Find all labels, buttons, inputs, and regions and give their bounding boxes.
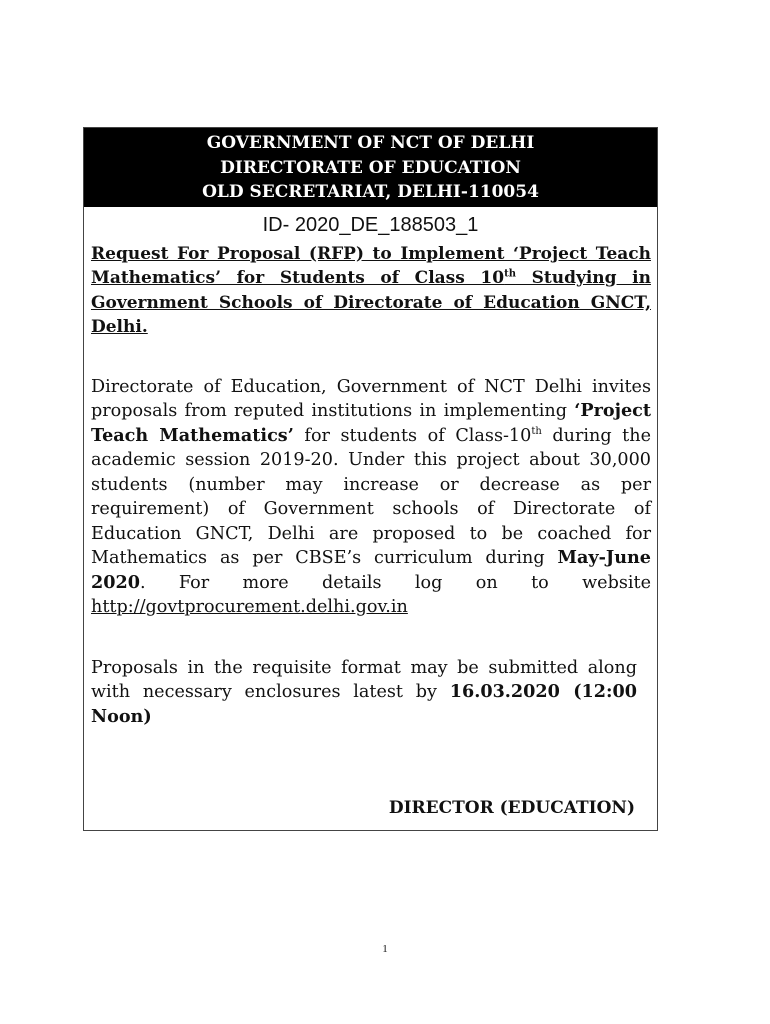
header-line-address: OLD SECRETARIAT, DELHI-110054 [202, 182, 539, 202]
body-intro: Directorate of Education, Government of NCT Delhi invites proposals from reputed institutions in implementing [91, 376, 651, 421]
submission-text: Proposals in the requisite format may be submitted along with necessary enclosures latest by [91, 657, 637, 702]
header-line-government: GOVERNMENT OF NCT OF DELHI [206, 133, 535, 153]
body-mid1: for students of Class-10 [293, 425, 532, 446]
rfp-title [91, 242, 651, 340]
header-line-directorate: DIRECTORATE OF EDUCATION [220, 157, 521, 178]
body-mid2: during the academic session 2019-20. Under this project about 30,000 students (number may increase or decrease as per requirement) of Government schools of Directorate of Education GNCT, Delhi are proposed to be coached for Mathematics as per CBSE’s curriculum during [91, 425, 651, 568]
rfp-title-superscript: th [504, 268, 516, 280]
project-period: May-June 2020 [91, 547, 651, 593]
submission-deadline: 16.03.2020 (12:00 Noon) [91, 681, 637, 727]
notice-id: ID- 2020_DE_188503_1 [262, 213, 479, 236]
signature: DIRECTOR (EDUCATION) [388, 798, 635, 818]
body-mid3: . For more details log on to website [139, 572, 651, 593]
tender-notice [83, 127, 658, 831]
page-number: 1 [382, 943, 388, 955]
notice-header [84, 128, 657, 207]
project-name: ‘Project Teach Mathematics’ [91, 400, 651, 446]
rfp-title-part1: Request For Proposal (RFP) to Implement ‘Project Teach Mathematics’ for Students of Class 10 [91, 243, 651, 288]
body-paragraph [91, 375, 651, 620]
rfp-title-part2: Studying in Government Schools of Directorate of Education GNCT, Delhi. [91, 268, 651, 337]
submission-paragraph [91, 656, 651, 730]
website-link[interactable]: http://govtprocurement.delhi.gov.in [91, 597, 408, 617]
notice-content [84, 242, 657, 730]
body-superscript: th [531, 425, 542, 437]
